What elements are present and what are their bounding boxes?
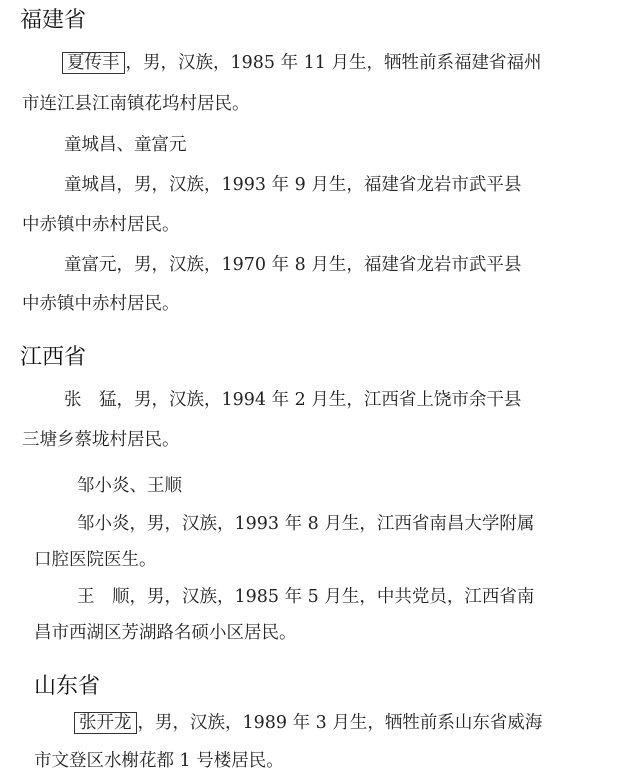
person-entry-wang-shun-line1: 王 顺，男，汉族，1985 年 5 月生，中共党员，江西省南 xyxy=(77,587,535,607)
person-name-xia-chuanfeng: 夏传丰 xyxy=(62,52,125,74)
person-entry-xia-chuanfeng-line1 xyxy=(62,52,542,74)
person-entry-xia-chuanfeng-line2: 市连江县江南镇花坞村居民。 xyxy=(22,94,250,114)
person-entry-wang-shun-line2: 昌市西湖区芳湖路名硕小区居民。 xyxy=(34,623,297,643)
section-heading-fujian: 福建省 xyxy=(20,8,87,33)
person-desc-xia-chuanfeng: ，男，汉族，1985 年 11 月生，牺牲前系福建省福州 xyxy=(125,53,542,73)
person-entry-tong-fuyuan-line1: 童富元，男，汉族，1970 年 8 月生，福建省龙岩市武平县 xyxy=(64,255,522,275)
group-title-tong: 童城昌、童富元 xyxy=(64,135,187,155)
person-desc-zhang-kailong: ，男，汉族，1989 年 3 月生，牺牲前系山东省威海 xyxy=(137,713,543,733)
person-entry-tong-chengchang-line1: 童城昌，男，汉族，1993 年 9 月生，福建省龙岩市武平县 xyxy=(64,175,522,195)
person-name-zhang-kailong: 张开龙 xyxy=(74,712,137,734)
section-heading-shandong: 山东省 xyxy=(34,674,101,699)
person-entry-zhang-kailong-line1 xyxy=(74,712,542,734)
person-entry-tong-chengchang-line2: 中赤镇中赤村居民。 xyxy=(22,215,180,235)
group-title-zou-wang: 邹小炎、王顺 xyxy=(77,476,182,496)
person-entry-zou-xiaoyan-line2: 口腔医院医生。 xyxy=(34,550,157,570)
person-entry-zhang-kailong-line2: 市文登区水榭花都 1 号楼居民。 xyxy=(34,751,284,771)
person-entry-zhang-meng-line1: 张 猛，男，汉族，1994 年 2 月生，江西省上饶市余干县 xyxy=(64,390,522,410)
person-entry-zou-xiaoyan-line1: 邹小炎，男，汉族，1993 年 8 月生，江西省南昌大学附属 xyxy=(77,514,535,534)
person-entry-tong-fuyuan-line2: 中赤镇中赤村居民。 xyxy=(22,294,180,314)
person-entry-zhang-meng-line2: 三塘乡蔡垅村居民。 xyxy=(22,430,180,450)
section-heading-jiangxi: 江西省 xyxy=(20,345,87,370)
